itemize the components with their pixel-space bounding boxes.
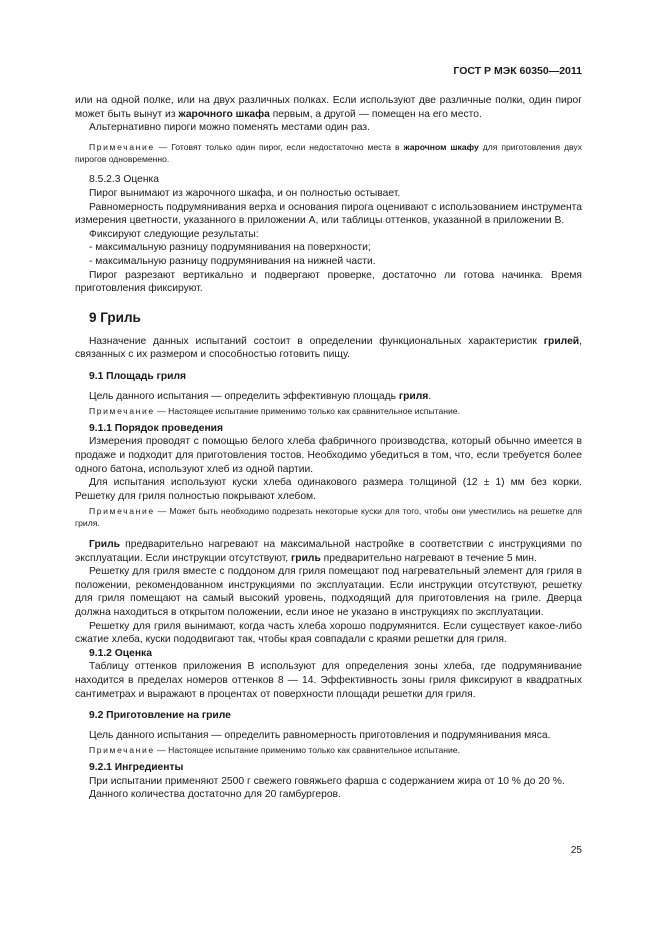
paragraph: Равномерность подрумянивания верха и основания пирога оценивают с использованием инструмента измерения цветности, указанного в приложении А, или таблицы оттенков, указанной в приложении В. — [75, 201, 582, 227]
paragraph: Назначение данных испытаний состоит в определении функциональных характеристик грилей, связанных с их размером и способностью готовить пищу. — [75, 335, 582, 361]
paragraph: Решетку для гриля вместе с поддоном для гриля помещают под нагревательный элемент для гриля в положении, рекомендованном инструкциями по эксплуатации. Если инструкции отсутствуют, решетку для гриля помещают на самый высокий уровень, подходящий для приготовления на гриле. Дверца должна находиться в открытом положении, если иное не указано в инструкциях по эксплуатации. — [75, 566, 582, 619]
paragraph: Измерения проводят с помощью белого хлеба фабричного производства, который обычно имеется в продаже и подходит для приготовления тостов. Необходимо убедиться в том, что, если требуется более одного батона, используют хлеб из одной партии. — [75, 436, 582, 475]
paragraph: Решетку для гриля вынимают, когда часть хлеба хорошо подрумянится. Если существует какое-либо сжатие хлеба, куски пододвигают так, чтобы края совпадали с краями решетки для гриля. — [75, 620, 582, 646]
section-heading-9-1: 9.1 Площадь гриля — [89, 370, 186, 382]
subsection-heading-8523: 8.5.2.3 Оценка — [89, 174, 160, 186]
list-item: - максимальную разницу подрумянивания на нижней части. — [89, 255, 376, 267]
note: Примечание — Может быть необходимо подрезать некоторые куски для того, чтобы они уместились на решетке для гриля. — [75, 506, 582, 529]
paragraph: Пирог разрезают вертикально и подвергают проверке, достаточно ли готова начинка. Время приготовления фиксируют. — [75, 269, 582, 295]
paragraph: Данного количества достаточно для 20 гамбургеров. — [89, 789, 341, 801]
section-heading-9-1-2: 9.1.2 Оценка — [89, 647, 152, 659]
page-number: 25 — [570, 845, 582, 856]
section-heading-9: 9 Гриль — [89, 309, 141, 325]
note: Примечание — Готовят только один пирог, если недостаточно места в жарочном шкафу для приготовления двух пирогов одновременно. — [75, 141, 582, 164]
paragraph: Фиксируют следующие результаты: — [89, 228, 259, 240]
section-heading-9-1-1: 9.1.1 Порядок проведения — [89, 422, 223, 434]
section-heading-9-2-1: 9.2.1 Ингредиенты — [89, 762, 184, 774]
note: Примечание — Настоящее испытание применимо только как сравнительное испытание. — [89, 745, 460, 756]
paragraph: Пирог вынимают из жарочного шкафа, и он полностью остывает. — [89, 187, 401, 199]
section-heading-9-2: 9.2 Приготовление на гриле — [89, 710, 231, 722]
document-body — [75, 94, 582, 802]
paragraph: Цель данного испытания — определить равномерность приготовления и подрумянивания мяса. — [89, 729, 551, 741]
paragraph: Цель данного испытания — определить эффективную площадь гриля. — [89, 390, 432, 402]
paragraph: Гриль предварительно нагревают на максимальной настройке в соответствии с инструкциями по эксплуатации. Если инструкции отсутствуют, гриль предварительно нагревают в течение 5 мин. — [75, 539, 582, 564]
paragraph: Для испытания используют куски хлеба одинакового размера толщиной (12 ± 1) мм без корки. Решетку для гриля полностью покрывают хлебом. — [75, 477, 582, 502]
document-header: ГОСТ Р МЭК 60350—2011 — [453, 65, 582, 77]
paragraph: или на одной полке, или на двух различных полках. Если используют две различные полки, один пирог может быть вынут из жарочного шкафа первым, а другой — помещен на его место. — [75, 95, 582, 120]
paragraph: Альтернативно пироги можно поменять местами один раз. — [89, 122, 370, 134]
list-item: - максимальную разницу подрумянивания на поверхности; — [89, 242, 371, 254]
note: Примечание — Настоящее испытание применимо только как сравнительное испытание. — [89, 406, 460, 417]
paragraph: Таблицу оттенков приложения В используют для определения зоны хлеба, где подрумянивание находится в пределах номеров оттенков 8 — 14. Эффективность зоны гриля фиксируют в квадратных сантиметрах и выражают в процентах от поверхности площади решетки для гриля. — [75, 661, 582, 700]
paragraph: При испытании применяют 2500 г свежего говяжьего фарша с содержанием жира от 10 % до 20 %. — [89, 775, 565, 787]
